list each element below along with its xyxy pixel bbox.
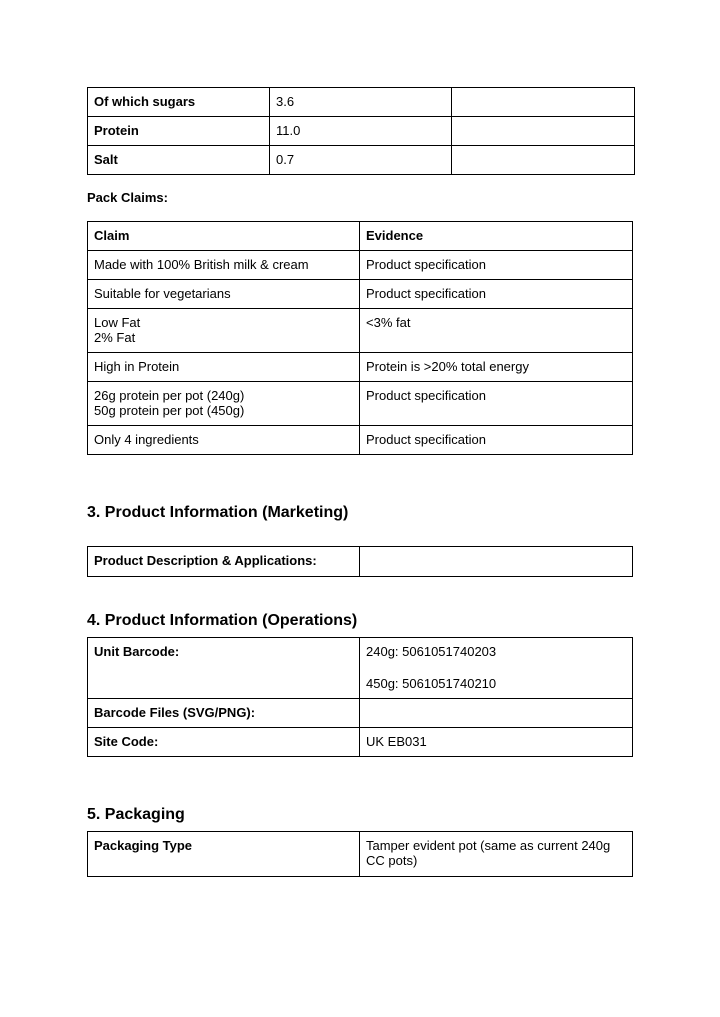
table-row bbox=[88, 117, 635, 146]
operations-heading: 4. Product Information (Operations) bbox=[87, 612, 358, 629]
table-row bbox=[88, 728, 633, 757]
nutrition-table bbox=[87, 87, 635, 175]
operations-table bbox=[87, 637, 633, 757]
claim-cell bbox=[88, 426, 360, 455]
nutrient-extra bbox=[452, 88, 635, 117]
nutrient-name: Of which sugars bbox=[88, 88, 270, 117]
pack-claims-label: Pack Claims: bbox=[87, 190, 168, 205]
nutrient-extra bbox=[452, 117, 635, 146]
marketing-heading: 3. Product Information (Marketing) bbox=[87, 504, 349, 521]
packaging-heading: 5. Packaging bbox=[87, 806, 185, 823]
barcode-240g: 240g: 5061051740203 bbox=[366, 644, 497, 659]
evidence-cell: Protein is >20% total energy bbox=[360, 353, 633, 382]
nutrient-extra bbox=[452, 146, 635, 175]
evidence-cell: Product specification bbox=[360, 280, 633, 309]
claim-text: 2% Fat bbox=[94, 330, 136, 345]
nutrient-name: Salt bbox=[88, 146, 270, 175]
evidence-cell: Product specification bbox=[360, 382, 633, 426]
nutrient-value: 11.0 bbox=[270, 117, 452, 146]
nutrient-value: 0.7 bbox=[270, 146, 452, 175]
table-row bbox=[88, 309, 633, 353]
table-row bbox=[88, 832, 633, 877]
product-description-label: Product Description & Applications: bbox=[88, 547, 360, 577]
claim-cell bbox=[88, 309, 360, 353]
evidence-cell: <3% fat bbox=[360, 309, 633, 353]
table-row bbox=[88, 88, 635, 117]
claim-cell bbox=[88, 280, 360, 309]
packaging-type-text: CC pots) bbox=[366, 853, 418, 868]
claim-column-header: Claim bbox=[88, 222, 360, 251]
evidence-cell: Product specification bbox=[360, 251, 633, 280]
site-code-value: UK EB031 bbox=[360, 728, 633, 757]
claim-text: High in Protein bbox=[94, 359, 180, 374]
claim-text: 26g protein per pot (240g) bbox=[94, 388, 245, 403]
evidence-column-header: Evidence bbox=[360, 222, 633, 251]
pack-claims-table bbox=[87, 221, 633, 455]
barcode-files-label: Barcode Files (SVG/PNG): bbox=[88, 699, 360, 728]
table-row bbox=[88, 699, 633, 728]
nutrient-name: Protein bbox=[88, 117, 270, 146]
table-row bbox=[88, 251, 633, 280]
table-row bbox=[88, 382, 633, 426]
unit-barcode-label: Unit Barcode: bbox=[88, 638, 360, 699]
evidence-cell: Product specification bbox=[360, 426, 633, 455]
marketing-table bbox=[87, 546, 633, 577]
table-row bbox=[88, 146, 635, 175]
barcode-files-value bbox=[360, 699, 633, 728]
packaging-table bbox=[87, 831, 633, 877]
table-row bbox=[88, 638, 633, 699]
unit-barcode-values bbox=[360, 638, 633, 699]
barcode-450g: 450g: 5061051740210 bbox=[366, 676, 497, 691]
nutrient-value: 3.6 bbox=[270, 88, 452, 117]
claim-text: 50g protein per pot (450g) bbox=[94, 403, 245, 418]
site-code-label: Site Code: bbox=[88, 728, 360, 757]
claim-cell bbox=[88, 251, 360, 280]
claim-text: Low Fat bbox=[94, 315, 141, 330]
claim-cell bbox=[88, 353, 360, 382]
claim-cell bbox=[88, 382, 360, 426]
table-row bbox=[88, 426, 633, 455]
packaging-type-value bbox=[360, 832, 633, 877]
table-row bbox=[88, 353, 633, 382]
packaging-type-label: Packaging Type bbox=[88, 832, 360, 877]
product-description-value bbox=[360, 547, 633, 577]
table-header-row bbox=[88, 222, 633, 251]
packaging-type-text: Tamper evident pot (same as current 240g bbox=[366, 838, 611, 853]
claim-text: Suitable for vegetarians bbox=[94, 286, 231, 301]
table-row bbox=[88, 280, 633, 309]
claim-text: Made with 100% British milk & cream bbox=[94, 257, 309, 272]
claim-text: Only 4 ingredients bbox=[94, 432, 199, 447]
table-row bbox=[88, 547, 633, 577]
